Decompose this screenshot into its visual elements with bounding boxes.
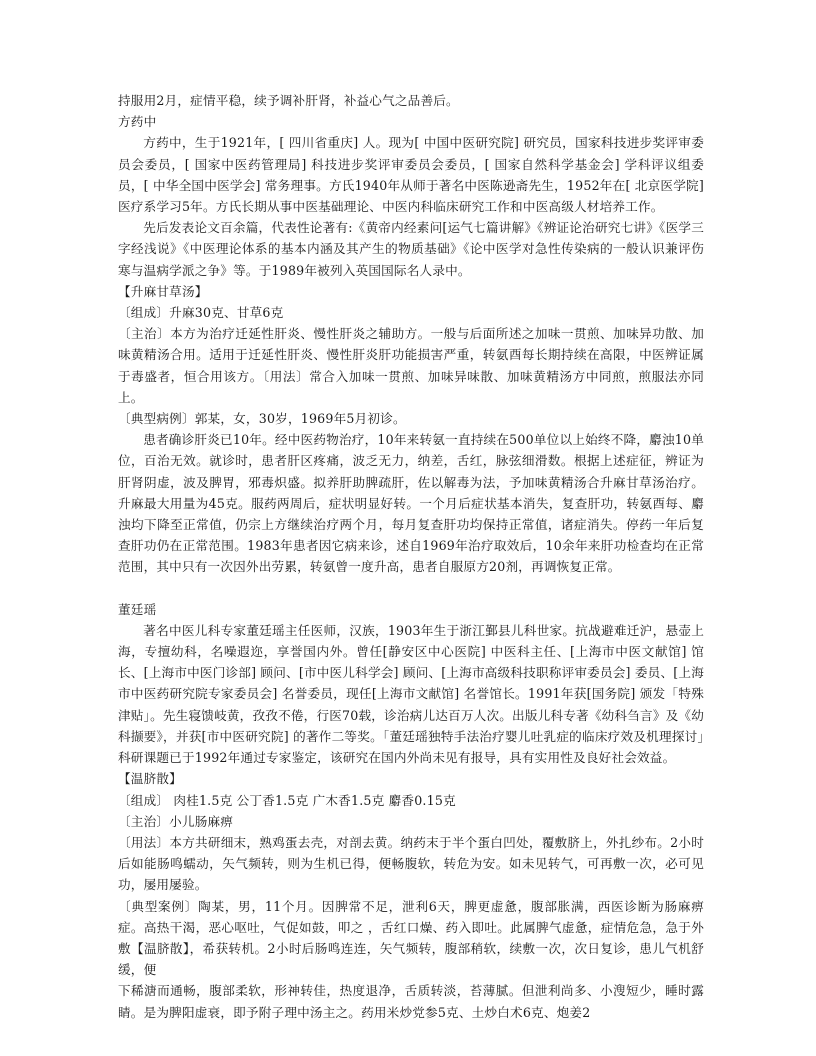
paragraph: 方药中，生于1921年，[ 四川省重庆] 人。现为[ 中国中医研究院] 研究员，国家科技进步奖评审委员会委员，[ 国家中医药管理局] 科技进步奖评审委员会委员，[ 国家自然科学基金会] 学科评议组委员，[ 中华全国中医学会] 常务理事。方氏1940年从师于著名中医陈逊斋先生，1952年在[ 北京医学院] 医疗系学习5年。方氏长期从事中医基础理论、中医内科临床研究工作和中医高级人材培养工作。 xyxy=(118,135,704,215)
paragraph: 先后发表论文百余篇，代表性论著有:《黄帝内经素问[运气七篇讲解》《辨证论治研究七讲》《医学三字经浅说》《中医理论体系的基本内涵及其产生的物质基础》《论中医学对急性传染病的一般认识兼评伤寒与温病学派之争》等。于1989年被列入英国国际名人录中。 xyxy=(118,220,704,278)
formula-title: 【温脐散】 xyxy=(118,771,182,787)
paragraph: 患者确诊肝炎已10年。经中医药物治疗，10年来转氨一直持续在500单位以上始终不降，麝浊10单位，百治无效。就诊时，患者肝区疼痛，波乏无力，纳差，舌红，脉弦细滑数。根据上述症征，辨证为肝肾阴虚，波及脾胃，邪毒炽盛。拟养肝助脾疏肝，佐以解毒为法，予加味黄精汤合升麻甘草汤治疗。升麻最大用量为45克。服药两周后，症状明显好转。一个月后症状基本消失，复查肝功，转氨酉每、麝浊均下降至正常值，仍宗上方继续治疗两个月，每月复查肝功均保持正常值，诸症消失。停药一年后复查肝功仍在正常范围。1983年患者因它病来诊，述自1969年治疗取效后，10余年来肝功检查均在正常范围，其中只有一次因外出劳累，转氨曾一度升高，患者自服原方20剂，再调恢复正常。 xyxy=(118,432,704,575)
case-paragraph: 〔典型案例〕陶某，男，11个月。因脾常不足，泄利6天，脾更虚惫，腹部胀满，西医诊断为肠麻痹症。高热干渴，恶心呕吐，气促如鼓，叩之 ，舌红口燥、药入即吐。此属脾气虚惫，症情危急，急于外敷【温脐散】，希获转机。2小时后肠鸣连连，矢气频转，腹部稍软，续敷一次，次日复诊，患儿气机舒缓，便 xyxy=(118,898,704,978)
spacer xyxy=(118,578,704,599)
paragraph: 下稀溏而通畅，腹部柔软，形神转佳，热度退净，舌质转淡，苔薄腻。但泄利尚多、小溲短少，睡时露睛。是为脾阳虚衰，即予附子理中汤主之。药用米炒党参5克、土炒白术6克、炮姜2 xyxy=(118,983,704,1020)
formula-title: 【升麻甘草汤】 xyxy=(118,283,208,299)
formula-indication: 〔主治〕小儿肠麻痹 xyxy=(118,813,234,829)
section-heading-fang-yaozhong: 方药中 xyxy=(118,114,157,130)
paragraph: 著名中医儿科专家董廷瑶主任医师，汉族，1903年生于浙江鄞县儿科世家。抗战避难迁沪，悬壶上海，专擅幼科，名噪遐迩，享誉国内外。曾任[静安区中心医院] 中医科主任、[上海市中医文献馆] 馆长、[上海市中医门诊部] 顾问、[市中医儿科学会] 顾问、[上海市高级科技职称评审委员会] 委员、[上海市中医药研究院专家委员会] 名誉委员，现任[上海市文献馆] 名誉馆长。1991年获[国务院] 颁发「特殊津贴」。先生寝馈岐黄，孜孜不倦，行医70载，诊治病儿达百万人次。出版儿科专著《幼科刍言》及《幼科撷要》，并获[市中医研究院] 的著作二等奖。「董廷瑶独特手法治疗婴儿吐乳症的临床疗效及机理探讨」科研课题已于1992年通过专家鉴定，该研究在国内外尚未见有报导，具有实用性及良好社会效益。 xyxy=(118,622,704,766)
formula-indication: 〔主治〕本方为治疗迁延性肝炎、慢性肝炎之辅助方。一般与后面所述之加味一贯煎、加味异功散、加味黄精汤合用。适用于迁延性肝炎、慢性肝炎肝功能损害严重，转氨酉每长期持续在高限，中医辨证属于毒盛者，恒合用该方。〔用法〕常合入加味一贯煎、加味异味散、加味黄精汤方中同煎，煎服法亦同上。 xyxy=(118,326,704,405)
formula-composition: 〔组成〕升麻30克、甘草6克 xyxy=(118,305,284,321)
document-page xyxy=(118,90,704,1023)
section-heading-dong-tingyao: 董廷瑶 xyxy=(118,601,157,617)
paragraph: 持服用2月，症情平稳，续予调补肝肾，补益心气之品善后。 xyxy=(118,93,459,108)
formula-usage: 〔用法〕本方共研细末，熟鸡蛋去壳，对剖去黄。纳药末于半个蛋白凹处，覆敷脐上，外扎纱布。2小时后如能肠鸣蠕动，矢气频转，则为生机已得，便畅腹软，转危为安。如未见转气，可再敷一次，必可见功，屡用屡验。 xyxy=(118,834,704,893)
formula-composition: 〔组成〕 肉桂1.5克 公丁香1.5克 广木香1.5克 麝香0.15克 xyxy=(118,792,456,808)
case-intro: 〔典型病例〕郭某，女，30岁，1969年5月初诊。 xyxy=(118,411,406,427)
